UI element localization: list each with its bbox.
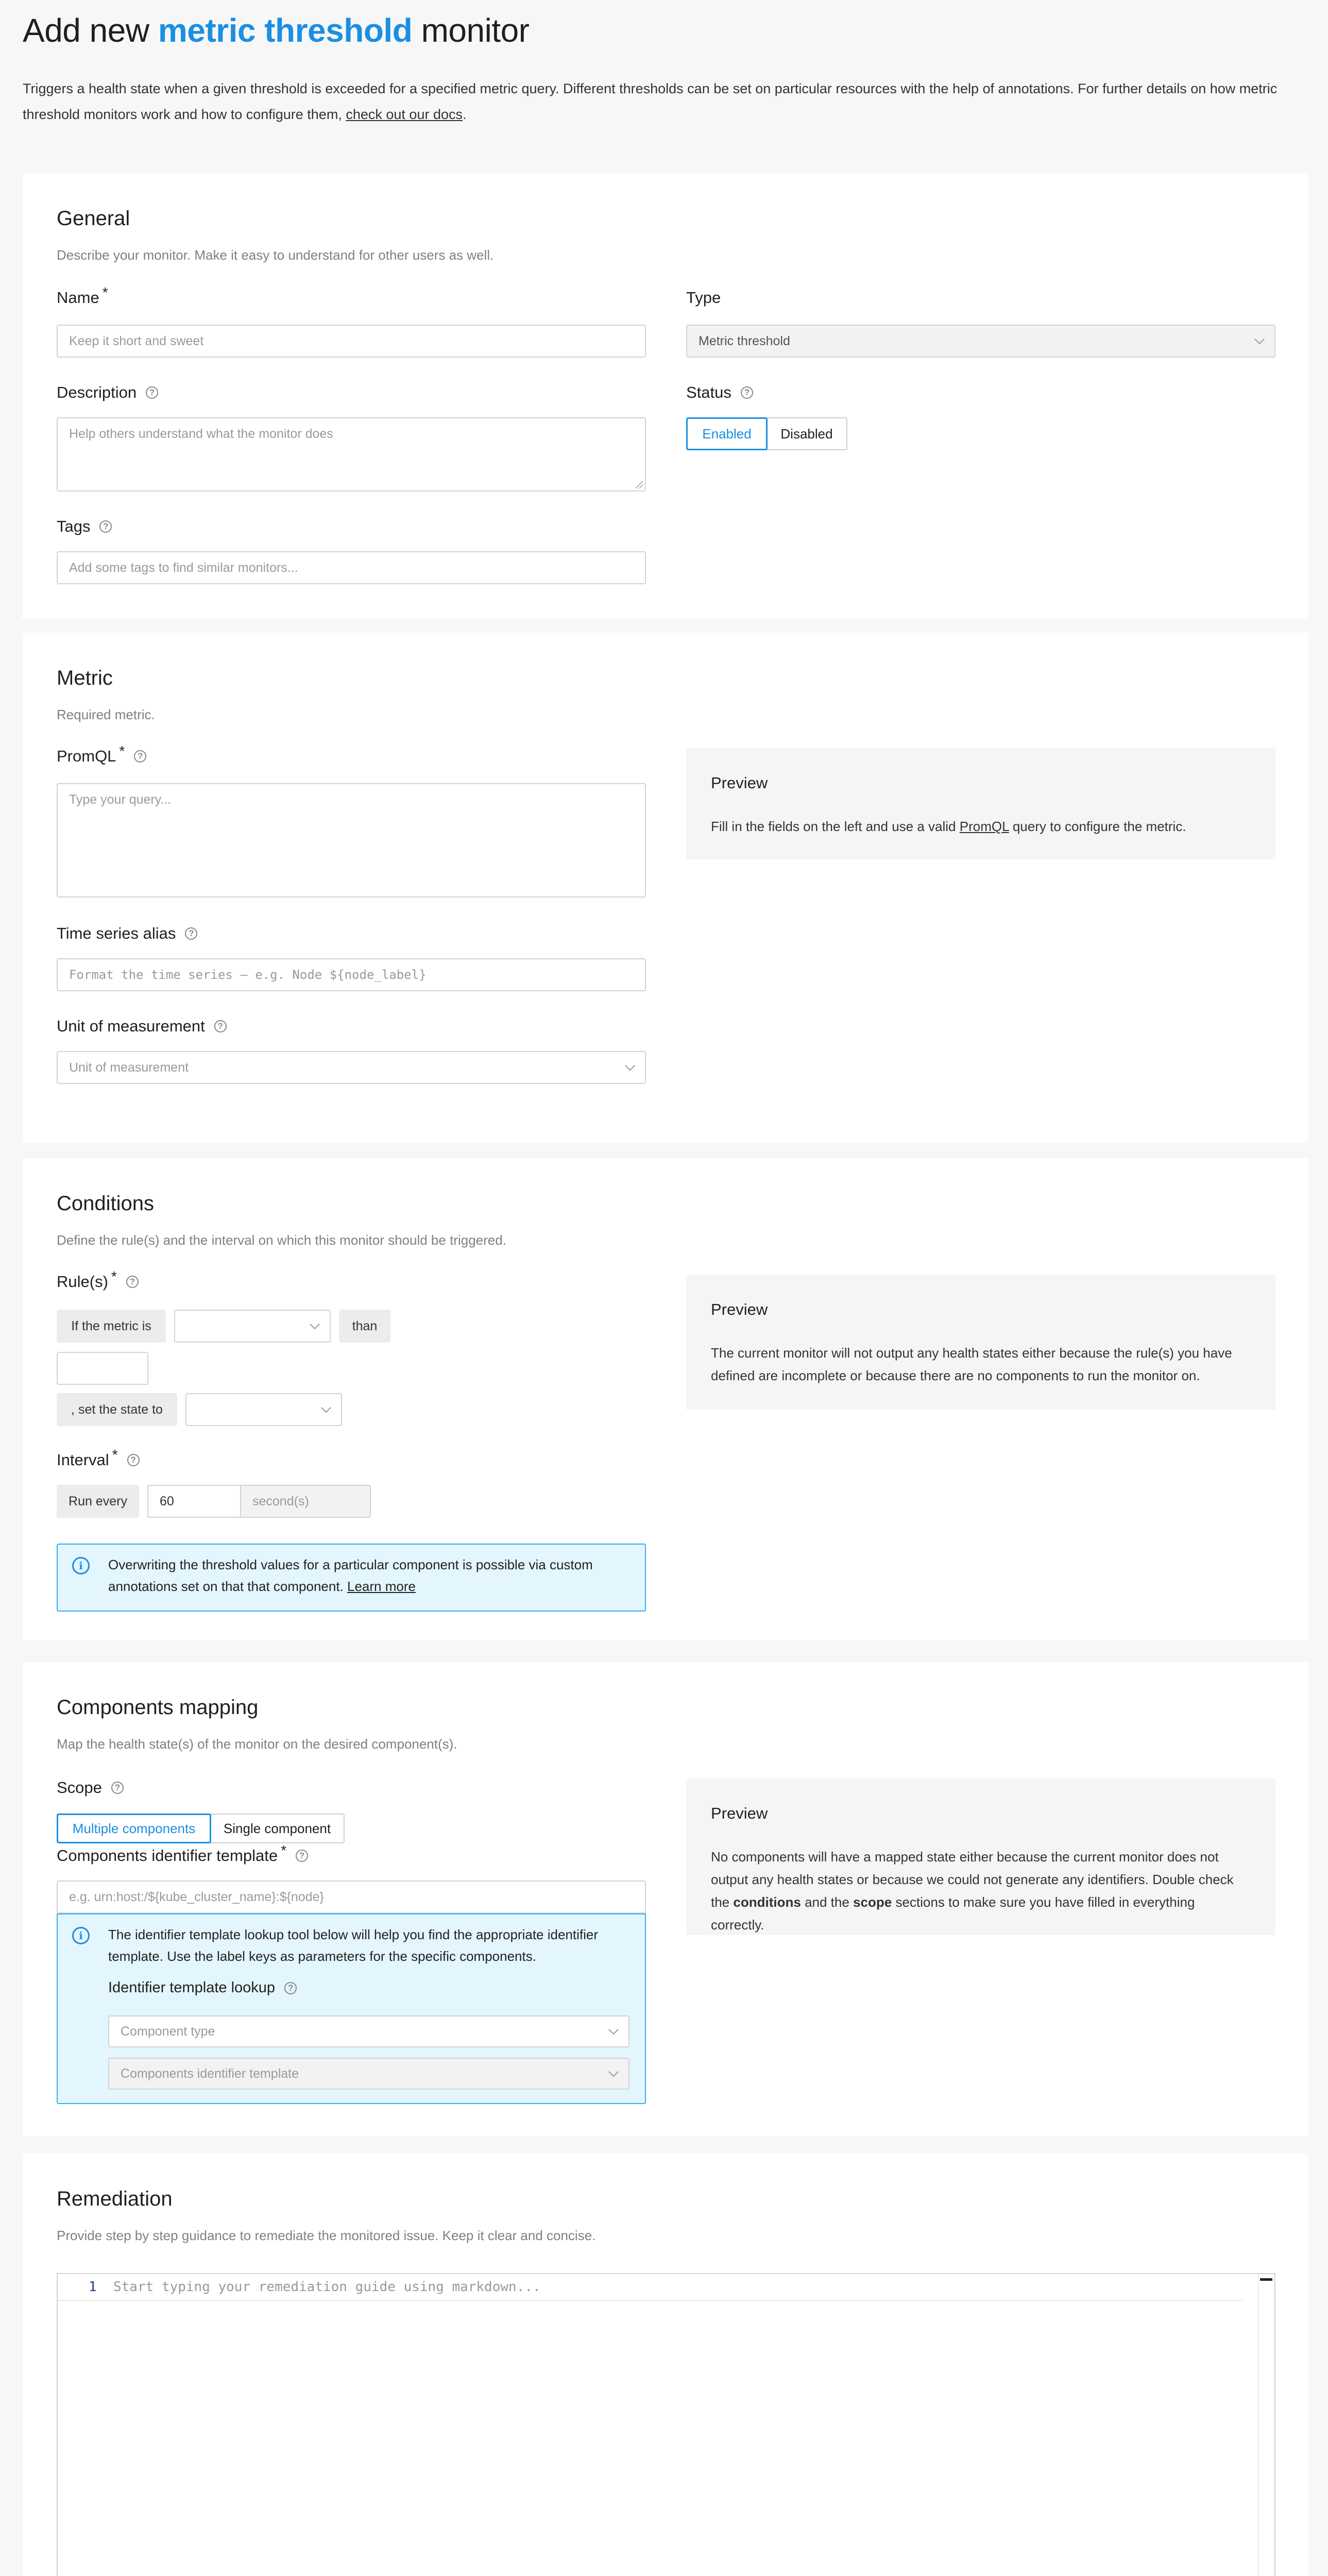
type-select: Metric threshold: [686, 325, 1275, 358]
chevron-down-icon: [321, 1403, 331, 1413]
components-mapping-section: [23, 1662, 1308, 2136]
state-select[interactable]: [185, 1393, 342, 1426]
info-text: Overwriting the threshold values for a particular component is possible via custom annotations set on that that component. Learn more: [108, 1557, 593, 1594]
threshold-info-box: [57, 1544, 646, 1612]
chevron-down-icon: [608, 2067, 619, 2077]
page-title-accent: metric threshold: [158, 12, 413, 49]
required-asterisk: *: [281, 1842, 286, 1858]
section-description: Describe your monitor. Make it easy to understand for other users as well.: [57, 247, 494, 263]
status-enabled-button[interactable]: Enabled: [686, 417, 768, 450]
promql-textarea[interactable]: Type your query...: [57, 783, 646, 897]
interval-unit: second(s): [240, 1485, 371, 1518]
rules-label: Rule(s) * ?: [57, 1273, 139, 1291]
section-title: Components mapping: [57, 1696, 259, 1719]
general-section: [23, 173, 1308, 619]
tags-input[interactable]: Add some tags to find similar monitors...: [57, 551, 646, 584]
chevron-down-icon: [608, 2025, 619, 2035]
required-asterisk: *: [111, 1268, 117, 1284]
question-circle-icon[interactable]: ?: [146, 386, 158, 399]
section-description: Map the health state(s) of the monitor on the desired component(s).: [57, 1736, 457, 1752]
conditions-section: [23, 1158, 1308, 1640]
question-circle-icon[interactable]: ?: [741, 386, 753, 399]
metric-section: [23, 633, 1308, 1143]
description-textarea[interactable]: Help others understand what the monitor does: [57, 417, 646, 492]
question-circle-icon[interactable]: ?: [134, 750, 146, 762]
unit-label: Unit of measurement ?: [57, 1017, 227, 1036]
question-circle-icon[interactable]: ?: [99, 520, 112, 533]
required-asterisk: *: [102, 284, 108, 300]
page-intro: Triggers a health state when a given threshold is exceeded for a specified metric query. Different thresholds can be set on particular resources with the help of annotations. For further details on how metric threshold monitors work and how to configure them, check out our docs.: [23, 81, 1278, 122]
remediation-section: [23, 2154, 1308, 2576]
scrollbar-thumb[interactable]: [1260, 2278, 1272, 2281]
tags-label: Tags ?: [57, 517, 112, 536]
question-circle-icon[interactable]: ?: [185, 927, 197, 940]
threshold-input[interactable]: [57, 1352, 148, 1385]
comparator-select[interactable]: [174, 1310, 331, 1343]
question-circle-icon[interactable]: ?: [296, 1850, 308, 1862]
status-label: Status ?: [686, 383, 753, 402]
name-input[interactable]: Keep it short and sweet: [57, 325, 646, 358]
mapping-preview-panel: [686, 1778, 1275, 1935]
section-title: Conditions: [57, 1192, 155, 1215]
info-text: The identifier template lookup tool below will help you find the appropriate identifier template. Use the label keys as parameters for the specific components.: [108, 1927, 599, 1964]
scope-label: Scope ?: [57, 1778, 124, 1797]
lookup-label: Identifier template lookup ?: [108, 1979, 297, 1996]
editor-scrollbar[interactable]: [1258, 2274, 1274, 2576]
section-description: Required metric.: [57, 707, 155, 722]
template-label: Components identifier template * ?: [57, 1846, 308, 1865]
template-input[interactable]: e.g. urn:host:/${kube_cluster_name}:${node}: [57, 1880, 646, 1913]
than-addon: than: [339, 1310, 390, 1343]
required-asterisk: *: [119, 743, 125, 759]
section-title: Metric: [57, 667, 113, 689]
chevron-down-icon: [310, 1319, 320, 1330]
preview-text: The current monitor will not output any health states either because the rule(s) you have defined are incomplete or because there are no components to run the monitor on.: [711, 1345, 1232, 1383]
identifier-template-select: Components identifier template: [108, 2058, 629, 2090]
unit-select[interactable]: Unit of measurement: [57, 1051, 646, 1084]
preview-title: Preview: [711, 1300, 768, 1318]
docs-link[interactable]: check out our docs: [346, 107, 463, 122]
alias-input[interactable]: Format the time series — e.g. Node ${node_label}: [57, 958, 646, 991]
template-lookup-box: [57, 1913, 646, 2104]
description-label: Description ?: [57, 383, 158, 402]
preview-text: No components will have a mapped state either because the current monitor does not output any health states or because we could not generate any identifiers. Double check the conditions and the scope sections to make sure you have filled in everything correctly.: [711, 1849, 1234, 1933]
promql-link[interactable]: PromQL: [959, 819, 1009, 834]
remediation-editor[interactable]: [57, 2273, 1275, 2576]
metric-preview-panel: [686, 748, 1275, 859]
if-metric-addon: If the metric is: [57, 1310, 166, 1343]
scope-multiple-button[interactable]: Multiple components: [57, 1814, 211, 1843]
scope-single-button[interactable]: Single component: [210, 1814, 345, 1843]
info-circle-icon: i: [72, 1927, 90, 1944]
resize-handle-icon[interactable]: [636, 481, 643, 488]
info-circle-icon: i: [72, 1557, 90, 1574]
interval-input[interactable]: 60: [147, 1485, 241, 1518]
alias-label: Time series alias ?: [57, 924, 197, 943]
component-type-select[interactable]: Component type: [108, 2015, 629, 2047]
section-description: Define the rule(s) and the interval on which this monitor should be triggered.: [57, 1232, 506, 1248]
required-asterisk: *: [112, 1447, 118, 1463]
chevron-down-icon: [625, 1061, 635, 1071]
question-circle-icon[interactable]: ?: [284, 1982, 297, 1994]
set-state-addon: , set the state to: [57, 1393, 177, 1426]
section-description: Provide step by step guidance to remediate the monitored issue. Keep it clear and concise.: [57, 2228, 596, 2243]
page-title: Add new metric threshold monitor: [23, 12, 530, 49]
preview-text: Fill in the fields on the left and use a valid PromQL query to configure the metric.: [711, 819, 1186, 834]
learn-more-link[interactable]: Learn more: [347, 1579, 416, 1594]
conditions-preview-panel: [686, 1275, 1275, 1410]
promql-label: PromQL * ?: [57, 747, 146, 766]
question-circle-icon[interactable]: ?: [126, 1276, 139, 1288]
preview-title: Preview: [711, 1804, 768, 1822]
type-label: Type: [686, 289, 721, 307]
name-label: Name *: [57, 284, 108, 307]
run-every-addon: Run every: [57, 1485, 139, 1518]
question-circle-icon[interactable]: ?: [127, 1454, 140, 1466]
editor-line-number: 1: [89, 2279, 97, 2295]
status-disabled-button[interactable]: Disabled: [766, 417, 847, 450]
editor-placeholder: Start typing your remediation guide using markdown...: [113, 2279, 541, 2295]
section-title: General: [57, 207, 130, 230]
preview-title: Preview: [711, 774, 768, 792]
question-circle-icon[interactable]: ?: [214, 1020, 227, 1032]
interval-label: Interval * ?: [57, 1451, 140, 1469]
section-title: Remediation: [57, 2188, 173, 2210]
chevron-down-icon: [1254, 334, 1265, 345]
question-circle-icon[interactable]: ?: [111, 1782, 124, 1794]
